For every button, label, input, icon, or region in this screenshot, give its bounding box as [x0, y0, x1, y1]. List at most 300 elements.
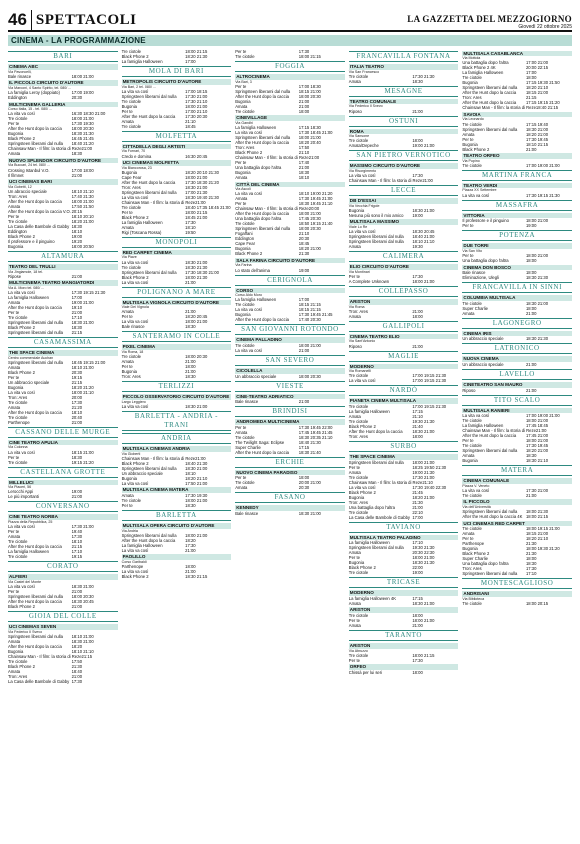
- film-title: Tre ciotole: [8, 116, 28, 122]
- film-times: 17:40: [298, 160, 310, 166]
- film-times: 21:00: [195, 199, 206, 205]
- film-times: 18:30 21:00: [185, 259, 208, 265]
- cinema-address: Via San Vito: [462, 248, 483, 253]
- film-title: Una battaglia dopo l'altra: [348, 504, 395, 510]
- header-right: [407, 14, 572, 30]
- film-title: Per te: [235, 424, 247, 430]
- film-title: Tre ciotole: [348, 404, 369, 410]
- cinema-address: Via Risorgimento: [348, 168, 377, 173]
- showtime-row: [8, 74, 118, 79]
- cinema-name: SAVOIA: [462, 112, 572, 118]
- film-times: 17:30 21:30: [412, 73, 435, 79]
- film-times: 18:20 21:10: [525, 536, 549, 542]
- film-title: Il professore e il pinguino: [462, 218, 509, 224]
- film-times: 18:00 21:00: [298, 135, 321, 141]
- film-times: 18:30 21:10: [525, 458, 549, 464]
- film-title: Amata: [235, 175, 248, 181]
- film-times: 17:45 19:45 21:45: [298, 429, 333, 435]
- film-times: 16:30 20:45: [185, 153, 208, 159]
- film-title: A Complete Unknown: [348, 279, 390, 285]
- city-heading: TERLIZZI: [122, 381, 232, 392]
- film-title: Amata: [121, 492, 134, 498]
- film-times: 19:15 21:20: [71, 459, 94, 465]
- cinema-name: CICOLELLA: [235, 368, 345, 374]
- showtime-row: [349, 670, 459, 675]
- film-title: Tre ciotole: [235, 221, 255, 227]
- cinema-address: Via Roma, 18: [121, 350, 144, 355]
- film-title: Bugonia: [121, 475, 137, 481]
- film-title: Chissà per lui seri: [348, 669, 383, 675]
- film-times: 18:00 21:15: [185, 209, 208, 215]
- film-title: Bugonia: [8, 243, 24, 249]
- showtime-row: [8, 274, 118, 279]
- film-times: 18:00 21:15: [298, 54, 321, 59]
- cinema-address: Via A. Moro tel. 080/ ...: [8, 285, 45, 290]
- showtime-row: [349, 570, 459, 575]
- showtime-row: [235, 399, 345, 404]
- film-times: 20:30 22:30: [412, 550, 435, 556]
- film-title: Springsteen liberami dal nulla: [348, 545, 404, 551]
- film-title: Amata: [8, 404, 21, 410]
- cinema-address: Via Marconi, 4 Santo Spirito, tel. 080/ ...: [8, 85, 72, 90]
- city-heading: SAN SEVERO: [235, 355, 345, 366]
- cinema-name: CITTÀ DEL CINEMA: [235, 182, 345, 188]
- film-title: Springsteen liberami dal nulla: [348, 234, 404, 240]
- film-title: Tre ciotole: [235, 302, 255, 308]
- cinema-address: Via San Francesco: [348, 69, 380, 74]
- film-times: 18:10: [185, 470, 196, 476]
- film-times: 21:15: [71, 379, 83, 385]
- film-times: 21:00: [412, 504, 423, 510]
- showtime-row: [122, 324, 232, 329]
- film-title: Chainsaw Man - Il film: la storia di Reze: [8, 653, 82, 659]
- film-title: Tre ciotole: [8, 414, 28, 420]
- page-header: [8, 6, 572, 32]
- film-title: Una battaglia dopo l'altra: [235, 165, 282, 171]
- film-times: 17:10: [525, 571, 537, 577]
- cinema-address: Via Abruzzo: [348, 648, 368, 653]
- film-times: 17:00 19:15 21:30: [412, 378, 447, 384]
- film-times: 22:00: [412, 565, 423, 571]
- film-times: 21:20: [71, 404, 83, 410]
- film-times: 21:15: [81, 653, 93, 659]
- film-times: 18:00 21:30: [525, 509, 549, 515]
- cinema-name: DUE TORRI: [462, 243, 572, 249]
- film-times: 19:20: [71, 238, 83, 244]
- film-title: La vita va così: [8, 524, 35, 530]
- cinema-name: PIXEL CINEMA: [122, 344, 232, 350]
- film-times: 17:00 21:00: [525, 60, 549, 66]
- cinema-address: Via Montinari: [348, 269, 370, 274]
- city-heading: LECCE: [349, 185, 459, 196]
- film-title: After the Hunt dopo la caccia: [121, 113, 176, 119]
- cinema-name: CORSO: [235, 288, 345, 294]
- film-times: 18:20 21:00: [298, 246, 321, 252]
- showtime-row: [122, 574, 232, 579]
- listing-column-1: [8, 49, 118, 844]
- film-times: 17:00: [412, 514, 423, 520]
- film-times: 17:30: [185, 219, 196, 225]
- film-times: 17:30: [185, 542, 196, 548]
- film-title: Tre ciotole: [235, 343, 255, 349]
- film-title: Springsteen liberami dal nulla: [121, 465, 177, 471]
- film-times: 18:20 21:00: [71, 218, 94, 224]
- film-title: After the Hunt dopo la caccia: [8, 643, 62, 649]
- film-title: Amata/Depeche: [348, 143, 379, 149]
- film-title: La famiglia Halloween: [348, 540, 390, 546]
- film-title: Bale rinasce: [121, 324, 145, 330]
- film-times: 18:15 21:15: [298, 307, 321, 313]
- film-title: Eliminazione, Ulegli: [462, 275, 499, 281]
- showtime-row: [349, 79, 459, 84]
- film-times: 17:00: [298, 297, 310, 303]
- film-title: Per te: [235, 160, 247, 166]
- film-times: 19:30 21:30: [412, 419, 435, 425]
- film-title: Tre ciotole: [121, 354, 141, 360]
- cinema-address: Via Vecchia Frigole: [348, 203, 380, 208]
- cinema-address: Centro commerciale Auchan: [8, 355, 54, 360]
- film-title: Amata: [235, 485, 248, 491]
- film-times: 18:30 21:00: [71, 638, 94, 644]
- film-times: 21:00: [81, 146, 93, 152]
- film-times: 18:30: [185, 502, 196, 508]
- film-title: Tre ciotole: [462, 300, 482, 306]
- film-times: 18:45 19:15 21:00: [71, 359, 106, 365]
- listing-column-5: [462, 49, 572, 844]
- film-title: Black Phone 2 4K: [462, 65, 496, 71]
- showtime-row: [235, 348, 345, 353]
- cinema-name: MODERNO: [349, 590, 459, 596]
- film-times: 21:00: [298, 103, 310, 109]
- cinema-address: Via Gioberti: [121, 451, 141, 456]
- cinema-name: PICCOLO OSSERVATORIO CIRCUITO D'AUTORE: [122, 394, 230, 400]
- showtime-row: [235, 268, 345, 273]
- film-title: After the Hunt dopo la caccia: [235, 449, 289, 455]
- film-title: Black Phone 2: [121, 460, 149, 466]
- film-times: 21:10: [298, 231, 310, 237]
- film-title: Una battaglia dopo l'altra: [462, 561, 509, 567]
- film-times: 18:30 21:00: [185, 465, 208, 471]
- cinema-name: UCI CINEMAS MOLFETTA: [122, 160, 232, 166]
- film-title: Tre ciotole: [8, 315, 28, 321]
- city-heading: MASSAFRA: [462, 200, 572, 211]
- film-times: 17:15 18:30: [298, 125, 321, 131]
- film-times: 18:20 20:45: [185, 314, 208, 320]
- film-title: Per te: [8, 589, 20, 595]
- film-times: 18:20: [185, 537, 196, 543]
- film-title: Tron: Ares: [8, 394, 28, 400]
- film-title: La Casa delle Bambole di Gabby: [8, 223, 70, 229]
- film-times: 18:10: [71, 409, 83, 415]
- film-times: 17:15 19:15 21:20: [525, 100, 560, 106]
- film-title: Bugonia: [348, 560, 365, 566]
- film-title: La vita va così: [121, 480, 149, 486]
- film-title: Amata: [121, 118, 134, 124]
- film-times: 21:45: [412, 489, 423, 495]
- film-times: 21:00: [71, 589, 83, 595]
- city-heading: CERIGNOLA: [235, 275, 345, 286]
- cinema-address: Via Bari, 2 tel. 080/ ...: [121, 84, 156, 89]
- cinema-name: MULTISALA CASABLANCA: [462, 51, 572, 57]
- film-title: After the Hunt dopo la caccia V.O.: [8, 208, 71, 214]
- film-times: 19:30 21:30: [412, 545, 435, 551]
- film-title: Bugonia: [348, 494, 365, 500]
- showtime-row: [349, 109, 459, 114]
- film-times: 17:00: [71, 295, 83, 301]
- film-title: Amata: [235, 103, 248, 109]
- section-band: [8, 35, 572, 46]
- cinema-address: Via Mottola: [462, 56, 481, 61]
- showtime-row: [8, 95, 118, 100]
- cinema-address: Via Castel del Monte: [8, 579, 42, 584]
- film-title: Un abbraccio speciale: [462, 361, 504, 367]
- film-title: Tron: Ares: [121, 184, 141, 190]
- cinema-name: VITTORIA: [462, 213, 572, 219]
- film-times: 18:25 19:50 21:30: [412, 464, 447, 470]
- showtime-row: [349, 378, 459, 383]
- film-times: 18:30 21:40: [298, 449, 321, 455]
- film-times: 16:45 21:45: [71, 136, 94, 142]
- cinema-name: MODERNO: [349, 364, 459, 370]
- film-times: 17:30: [71, 678, 83, 684]
- film-times: 21:00: [525, 310, 537, 316]
- film-times: 17:40 20:30: [298, 317, 321, 323]
- film-title: Bale rinasce: [235, 511, 259, 517]
- film-times: 21:00: [71, 273, 83, 279]
- film-times: 18:30 21:30: [185, 264, 208, 270]
- film-title: Amata: [8, 638, 21, 644]
- cinema-name: CINEVILLAGE: [235, 115, 345, 121]
- film-title: Tre ciotole: [462, 162, 482, 168]
- film-times: 17:00 19:15 21:30: [412, 404, 447, 410]
- showtime-row: [462, 388, 572, 393]
- film-title: Amata: [348, 550, 361, 556]
- film-title: Tre ciotole: [235, 108, 255, 114]
- cinema-name: PAOLILLO: [122, 554, 232, 560]
- film-title: La famiglia Halloween: [348, 409, 390, 415]
- film-title: La vita va così: [348, 229, 376, 235]
- cinema-name: ROMA: [349, 129, 459, 135]
- cinema-name: CINEMA ABC: [8, 64, 118, 70]
- film-title: After the Hunt dopo la caccia: [235, 211, 289, 217]
- film-times: 18:10 21:15: [525, 141, 549, 147]
- film-title: La vita va così: [348, 484, 376, 490]
- film-title: Bale rinasce: [8, 73, 32, 79]
- film-times: 18:30: [185, 374, 196, 380]
- film-title: Parthenope: [8, 419, 30, 425]
- film-title: Tron: Ares: [462, 95, 482, 101]
- showtime-row: [462, 223, 572, 228]
- film-title: Springsteen liberami dal nulla: [121, 532, 177, 538]
- film-title: Nesuna più sono il mio amico: [348, 212, 404, 218]
- film-times: 17:30 21:00: [525, 487, 549, 493]
- film-times: 18:30 21:00: [525, 300, 549, 306]
- film-title: La Casa delle Bambole di Gabby: [348, 514, 411, 520]
- city-heading: OSTUNI: [349, 116, 459, 127]
- film-times: 17:30 21:10: [185, 98, 208, 104]
- film-times: 21:00: [71, 673, 83, 679]
- cinema-name: CINEMA DON BOSCO: [462, 265, 572, 271]
- showtime-row: [349, 213, 459, 218]
- film-title: Tron: Ares: [348, 434, 368, 440]
- film-title: After the Hunt dopo la caccia 4K: [462, 514, 523, 520]
- film-title: Chainsaw Man - Il film: la storia di Reze: [8, 146, 82, 152]
- film-times: 18:20 21:00: [412, 494, 435, 500]
- film-title: Eddington: [8, 228, 27, 234]
- film-times: 18:40: [71, 668, 83, 674]
- film-times: 19:30: [412, 244, 423, 250]
- film-times: 19:00 21:30: [412, 469, 435, 475]
- film-times: 18:30 21:30: [525, 336, 549, 342]
- film-title: Chainsaw Man - Il film: la storia di Reze: [121, 199, 196, 205]
- film-title: La vita va così: [235, 348, 262, 354]
- film-times: 18:00: [525, 75, 537, 81]
- film-times: 18:40 21:00: [412, 234, 435, 240]
- film-times: 17:30 19:45 21:00: [298, 196, 333, 202]
- film-times: 18:40 17:35 18:45 21:00: [185, 204, 231, 210]
- film-times: 21:00: [412, 108, 423, 114]
- cinema-name: ITALIA TEATRO: [349, 64, 459, 70]
- cinema-name: ARISTON: [349, 299, 459, 305]
- film-title: Per te: [8, 374, 20, 380]
- film-title: Le più importanti: [8, 494, 39, 500]
- cinema-name: TEATRO VERDI: [462, 183, 572, 189]
- city-heading: LATRONICO: [462, 343, 572, 354]
- film-title: Una battaglia dopo l'altra: [462, 60, 509, 66]
- cinema-name: THE SPACE CINEMA: [8, 350, 118, 356]
- film-times: 18:40 21:30: [298, 439, 321, 445]
- showtime-row: [8, 244, 118, 249]
- film-title: Amata: [121, 224, 134, 230]
- film-times: 18:30 21:00: [185, 404, 208, 410]
- city-heading: GIOIA DEL COLLE: [8, 611, 118, 622]
- film-times: 17:30 18:30 21:00: [185, 269, 219, 275]
- film-title: La vita va così: [462, 487, 490, 493]
- film-title: Bugonia: [121, 103, 137, 109]
- film-times: 21:00: [412, 343, 423, 349]
- cinema-address: Via Roma: [348, 304, 365, 309]
- film-title: Eddington: [235, 236, 255, 242]
- film-title: Amata: [348, 600, 361, 606]
- city-heading: CASSANO DELLE MURGE: [8, 427, 118, 438]
- film-times: 18:40 21:15: [535, 105, 559, 111]
- film-times: 21:15: [525, 95, 537, 101]
- film-title: Black Phone 2: [462, 146, 490, 152]
- cinema-address: Via Gobetti, 12: [8, 184, 32, 189]
- film-title: Bugonia: [462, 458, 478, 464]
- city-heading: TITO SCALO: [462, 395, 572, 406]
- showtime-row: [235, 317, 345, 322]
- film-title: Un abbraccio speciale: [8, 379, 50, 385]
- film-times: 18:00 21:15: [185, 49, 208, 54]
- film-title: Cape Fear: [121, 174, 142, 180]
- film-times: 18:45 21:00: [185, 214, 208, 220]
- film-title: After the Hunt dopo la caccia: [8, 544, 62, 550]
- film-times: 18:30: [525, 561, 537, 567]
- film-times: 18:00 21:00: [525, 253, 549, 259]
- film-times: 18:10 21:10: [412, 239, 435, 245]
- film-times: 18:15 21:00: [525, 90, 549, 96]
- city-heading: MARTINA FRANCA: [462, 170, 572, 181]
- film-times: 21:00: [185, 359, 196, 365]
- film-times: 18:20 21:10: [525, 85, 549, 91]
- film-title: Black Phone 2: [121, 574, 149, 580]
- film-times: 17:30 20:30: [185, 113, 208, 119]
- film-times: 20:00 21:00: [298, 480, 321, 486]
- film-title: Springsteen liberami dal nulla: [235, 135, 291, 141]
- city-heading: TAVIANO: [349, 522, 459, 533]
- film-title: Una battaglia dopo l'altra: [235, 216, 282, 222]
- film-title: Amata: [348, 78, 361, 84]
- film-times: 17:30: [71, 534, 83, 540]
- film-times: 18:00 21:00: [412, 279, 435, 285]
- showtime-row: [235, 450, 345, 455]
- film-times: 17:00: [185, 59, 196, 64]
- film-times: 18:00 21:00: [412, 617, 435, 623]
- city-heading: COLLEPASSO: [349, 286, 459, 297]
- film-times: 18:20 20:40: [298, 140, 321, 146]
- showtime-row: [462, 311, 572, 316]
- film-times: 21:00: [535, 428, 547, 434]
- film-title: Tre ciotole: [348, 73, 369, 79]
- cinema-name: ANDRISANI: [462, 591, 572, 597]
- film-title: Ripose: [8, 273, 22, 279]
- film-times: 17:50 21:00: [185, 480, 208, 486]
- film-title: Tre ciotole: [8, 218, 28, 224]
- film-title: La famiglia Halloween: [121, 59, 163, 64]
- film-title: Bale rinasce: [462, 270, 486, 276]
- film-times: 17:10: [71, 549, 83, 555]
- cinema-address: Via Andria: [121, 528, 138, 533]
- showtime-row: [349, 658, 459, 663]
- film-title: Black Phone 2: [8, 233, 36, 239]
- film-times: 18:20: [71, 643, 83, 649]
- cinema-address: Via Piaceri, 56: [8, 485, 32, 490]
- showtime-row: [122, 481, 232, 486]
- showtime-row: [122, 374, 232, 379]
- film-times: 20:00 22:15: [525, 65, 549, 71]
- cinema-name: CITTADELLA DEGLI ARTISTI: [122, 144, 232, 150]
- film-title: Tre ciotole: [462, 121, 482, 127]
- film-title: Lo stato dell'anima: [235, 267, 270, 273]
- cinema-name: MASSIMO CIRCUITO D'AUTORE: [349, 163, 459, 169]
- film-times: 18:00 21:15: [525, 514, 549, 520]
- film-times: 22:10: [412, 509, 423, 515]
- film-title: Amata: [235, 196, 248, 202]
- film-times: 20:15: [71, 208, 83, 214]
- film-times: 21:00: [71, 419, 83, 425]
- film-title: Una battaglia dopo l'altra: [462, 258, 509, 264]
- film-title: Tre ciotole: [235, 434, 255, 440]
- cinema-name: DB D'ESSAI: [349, 198, 459, 204]
- film-times: 17:00 19:00: [71, 90, 94, 96]
- film-title: Tre ciotole: [121, 497, 141, 503]
- film-title: La famiglia Leroy (doppiato): [8, 90, 60, 96]
- city-heading: BARLETTA - ANDRIA - TRANI: [122, 411, 232, 431]
- showtime-row: [235, 54, 345, 59]
- film-title: Chainsaw Man - Il film: la storia di Reze: [348, 479, 423, 485]
- film-times: 17:30 19:30: [71, 121, 94, 127]
- film-title: Per te: [8, 454, 20, 460]
- film-title: Bugonia: [235, 246, 251, 252]
- film-title: Amata: [8, 534, 21, 540]
- film-times: 17:50: [71, 658, 83, 664]
- film-title: Tre ciotole: [348, 509, 369, 515]
- film-title: After the Hunt dopo la caccia: [121, 179, 176, 185]
- film-title: Black Phone 2: [8, 369, 36, 375]
- film-times: 18:00 21:00: [412, 459, 435, 465]
- film-times: 18:00 21:00: [71, 116, 94, 122]
